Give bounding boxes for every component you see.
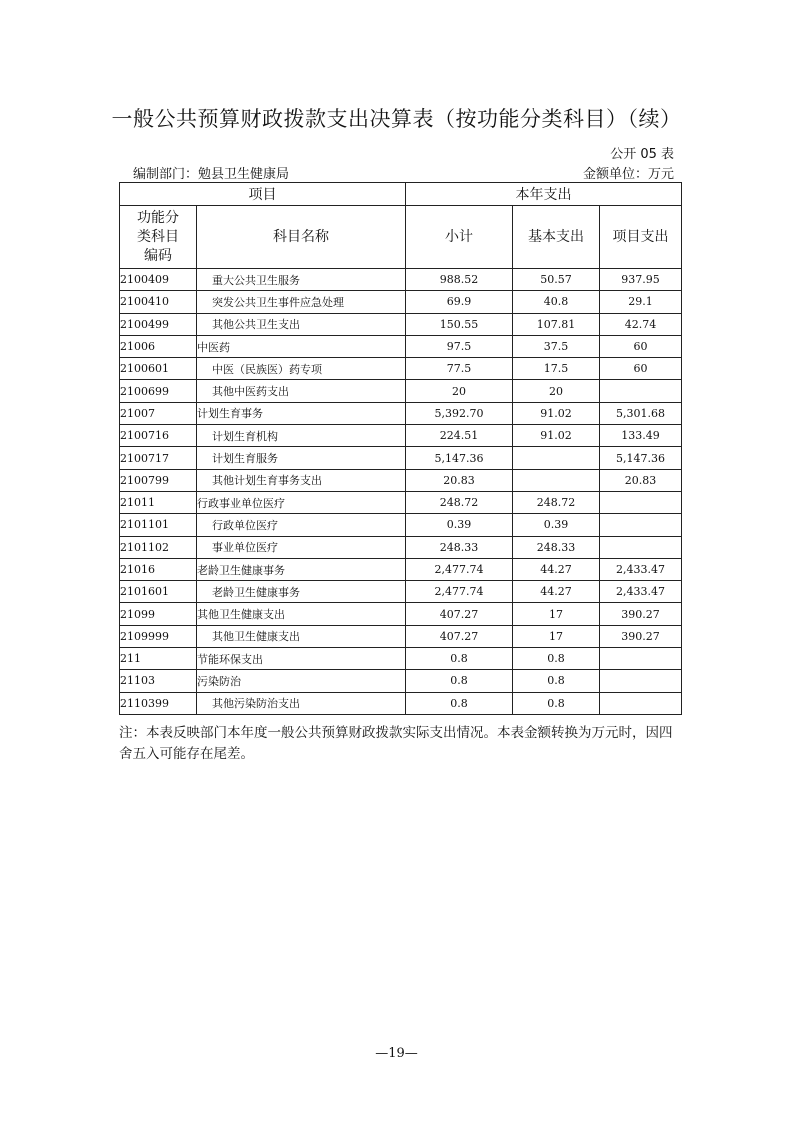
row-project: 20.83 [600, 469, 682, 491]
row-project [600, 491, 682, 513]
row-code: 2100699 [120, 380, 197, 402]
row-code: 2101601 [120, 581, 197, 603]
row-basic: 17 [513, 625, 600, 647]
row-subtotal: 5,147.36 [406, 447, 513, 469]
row-project: 2,433.47 [600, 581, 682, 603]
row-name: 其他中医药支出 [197, 380, 406, 402]
row-subtotal: 0.8 [406, 670, 513, 692]
row-name: 行政事业单位医疗 [197, 491, 406, 513]
row-name: 重大公共卫生服务 [197, 269, 406, 291]
header-item: 项目 [120, 183, 406, 206]
row-project: 29.1 [600, 291, 682, 313]
col-code-header [120, 206, 197, 269]
table-row [120, 313, 682, 335]
col-subtotal-header: 小计 [406, 206, 513, 269]
row-basic: 91.02 [513, 402, 600, 424]
row-subtotal: 407.27 [406, 603, 513, 625]
col-name-header: 科目名称 [197, 206, 406, 269]
table-row [120, 536, 682, 558]
form-number: 公开 05 表 [610, 147, 674, 162]
row-project: 390.27 [600, 603, 682, 625]
row-basic: 248.33 [513, 536, 600, 558]
row-basic: 44.27 [513, 581, 600, 603]
col-project-header: 项目支出 [600, 206, 682, 269]
row-subtotal: 2,477.74 [406, 581, 513, 603]
row-basic: 107.81 [513, 313, 600, 335]
row-basic: 248.72 [513, 491, 600, 513]
row-name: 老龄卫生健康事务 [197, 558, 406, 580]
page-title: 一般公共预算财政拨款支出决算表（按功能分类科目）（续） [111, 107, 682, 131]
row-subtotal: 2,477.74 [406, 558, 513, 580]
row-basic [513, 469, 600, 491]
row-code: 21103 [120, 670, 197, 692]
row-subtotal: 20.83 [406, 469, 513, 491]
row-code: 2100409 [120, 269, 197, 291]
row-name: 其他公共卫生支出 [197, 313, 406, 335]
table-row [120, 581, 682, 603]
row-project [600, 648, 682, 670]
table-row [120, 447, 682, 469]
row-subtotal: 248.33 [406, 536, 513, 558]
row-basic: 0.8 [513, 648, 600, 670]
row-name: 节能环保支出 [197, 648, 406, 670]
row-subtotal: 0.8 [406, 692, 513, 714]
row-project: 937.95 [600, 269, 682, 291]
row-basic: 91.02 [513, 425, 600, 447]
row-code: 2100799 [120, 469, 197, 491]
row-project [600, 692, 682, 714]
row-code: 21099 [120, 603, 197, 625]
row-project: 60 [600, 358, 682, 380]
table-row [120, 291, 682, 313]
expense-table [119, 182, 682, 715]
row-name: 事业单位医疗 [197, 536, 406, 558]
row-basic: 17 [513, 603, 600, 625]
table-row [120, 670, 682, 692]
table-row [120, 335, 682, 357]
row-subtotal: 248.72 [406, 491, 513, 513]
row-project [600, 380, 682, 402]
row-basic: 0.8 [513, 670, 600, 692]
row-code: 211 [120, 648, 197, 670]
row-basic: 50.57 [513, 269, 600, 291]
row-subtotal: 0.39 [406, 514, 513, 536]
row-code: 21016 [120, 558, 197, 580]
row-code: 2100499 [120, 313, 197, 335]
table-row [120, 269, 682, 291]
table-row [120, 603, 682, 625]
table-row [120, 692, 682, 714]
row-name: 计划生育服务 [197, 447, 406, 469]
row-name: 其他污染防治支出 [197, 692, 406, 714]
row-project: 133.49 [600, 425, 682, 447]
row-code: 21007 [120, 402, 197, 424]
table-row [120, 358, 682, 380]
row-basic: 0.39 [513, 514, 600, 536]
row-subtotal: 5,392.70 [406, 402, 513, 424]
table-row [120, 625, 682, 647]
row-project [600, 536, 682, 558]
row-name: 老龄卫生健康事务 [197, 581, 406, 603]
row-name: 中医（民族医）药专项 [197, 358, 406, 380]
row-name: 行政单位医疗 [197, 514, 406, 536]
row-code: 2109999 [120, 625, 197, 647]
row-project: 42.74 [600, 313, 682, 335]
row-name: 污染防治 [197, 670, 406, 692]
row-subtotal: 224.51 [406, 425, 513, 447]
footnote: 注：本表反映部门本年度一般公共预算财政拨款实际支出情况。本表金额转换为万元时，因四舍五入可能存在尾差。 [119, 725, 673, 762]
row-name: 突发公共卫生事件应急处理 [197, 291, 406, 313]
row-name: 其他卫生健康支出 [197, 625, 406, 647]
row-code: 2100601 [120, 358, 197, 380]
row-code: 2100410 [120, 291, 197, 313]
row-basic [513, 447, 600, 469]
row-project: 60 [600, 335, 682, 357]
table-row [120, 402, 682, 424]
col-basic-header: 基本支出 [513, 206, 600, 269]
row-basic: 40.8 [513, 291, 600, 313]
table-row [120, 648, 682, 670]
row-name: 其他卫生健康支出 [197, 603, 406, 625]
row-subtotal: 150.55 [406, 313, 513, 335]
row-basic: 0.8 [513, 692, 600, 714]
col-code-label: 功能分类科目编码 [137, 209, 179, 264]
unit-label: 金额单位：万元 [582, 167, 674, 182]
row-project: 5,147.36 [600, 447, 682, 469]
row-subtotal: 97.5 [406, 335, 513, 357]
row-project: 5,301.68 [600, 402, 682, 424]
row-name: 中医药 [197, 335, 406, 357]
row-subtotal: 988.52 [406, 269, 513, 291]
row-name: 计划生育机构 [197, 425, 406, 447]
row-code: 2100717 [120, 447, 197, 469]
row-code: 2101101 [120, 514, 197, 536]
row-project [600, 514, 682, 536]
table-row [120, 469, 682, 491]
row-basic: 20 [513, 380, 600, 402]
table-row [120, 491, 682, 513]
row-code: 2101102 [120, 536, 197, 558]
row-subtotal: 0.8 [406, 648, 513, 670]
row-name: 其他计划生育事务支出 [197, 469, 406, 491]
row-subtotal: 407.27 [406, 625, 513, 647]
row-subtotal: 69.9 [406, 291, 513, 313]
row-subtotal: 77.5 [406, 358, 513, 380]
department-label: 编制部门：勉县卫生健康局 [133, 167, 290, 182]
row-code: 21006 [120, 335, 197, 357]
row-project [600, 670, 682, 692]
row-code: 2110399 [120, 692, 197, 714]
row-basic: 37.5 [513, 335, 600, 357]
row-basic: 17.5 [513, 358, 600, 380]
row-code: 2100716 [120, 425, 197, 447]
row-basic: 44.27 [513, 558, 600, 580]
header-expense: 本年支出 [406, 183, 682, 206]
table-row [120, 425, 682, 447]
row-project: 2,433.47 [600, 558, 682, 580]
table-row [120, 380, 682, 402]
table-row [120, 558, 682, 580]
row-subtotal: 20 [406, 380, 513, 402]
page-number: —19— [375, 1046, 418, 1061]
row-project: 390.27 [600, 625, 682, 647]
row-name: 计划生育事务 [197, 402, 406, 424]
table-row [120, 514, 682, 536]
row-code: 21011 [120, 491, 197, 513]
